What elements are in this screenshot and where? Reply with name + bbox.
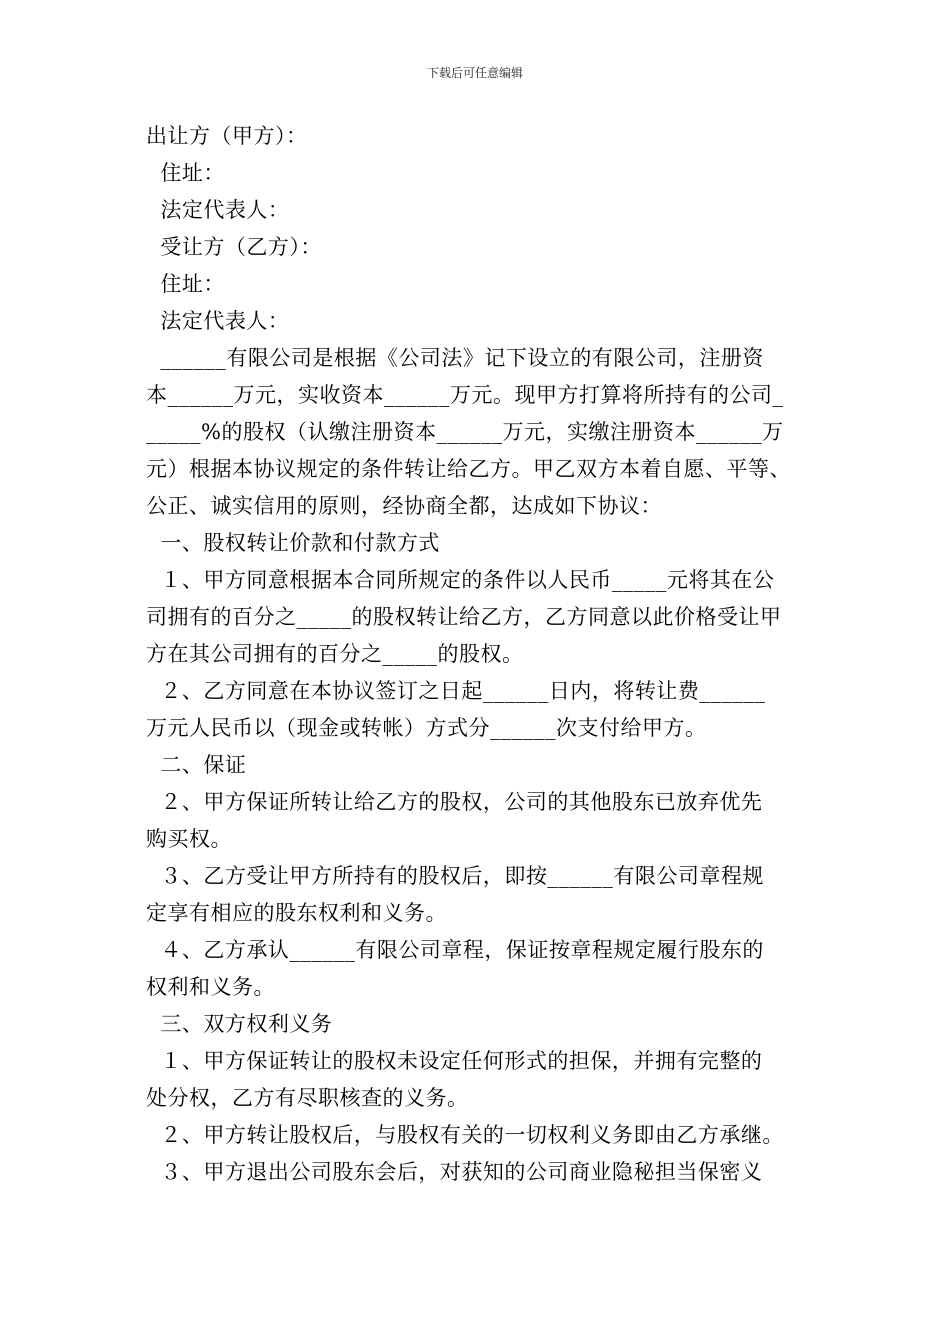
clause-line: ４、乙方承认______有限公司章程，保证按章程规定履行股东的	[146, 938, 764, 962]
clause-line: ２、乙方同意在本协议签订之日起______日内，将转让费______	[146, 679, 766, 703]
section-heading-price-payment: 一、股权转让价款和付款方式	[146, 531, 440, 555]
clause-line: ２、甲方转让股权后，与股权有关的一切权利义务即由乙方承继。	[146, 1123, 784, 1147]
clause-line: 定享有相应的股东权利和义务。	[146, 901, 447, 925]
clause-line: ２、甲方保证所转让给乙方的股权，公司的其他股东已放弃优先	[146, 790, 763, 814]
clause-line: 购买权。	[146, 827, 232, 851]
intro-paragraph-line: 公正、诚实信用的原则，经协商全都，达成如下协议：	[146, 494, 662, 518]
contract-body	[146, 118, 818, 1191]
intro-paragraph-line: 元）根据本协议规定的条件转让给乙方。甲乙双方本着自愿、平等、	[146, 457, 791, 481]
clause-line: ３、乙方受让甲方所持有的股权后，即按______有限公司章程规	[146, 864, 764, 888]
clause-line: 方在其公司拥有的百分之_____的股权。	[146, 642, 524, 666]
intro-paragraph-line: ______有限公司是根据《公司法》记下设立的有限公司，注册资	[146, 346, 764, 370]
section-heading-rights-obligations: 三、双方权利义务	[146, 1012, 333, 1036]
clause-line: ３、甲方退出公司股东会后，对获知的公司商业隐秘担当保密义	[146, 1160, 763, 1184]
party-b-label: 受让方（乙方）：	[146, 235, 322, 259]
party-a-address: 住址：	[146, 161, 225, 185]
clause-line: １、甲方同意根据本合同所规定的条件以人民币_____元将其在公	[146, 568, 775, 592]
party-b-representative: 法定代表人：	[146, 309, 290, 333]
page-header-note: 下载后可任意编辑	[426, 66, 523, 80]
section-heading-guarantee: 二、保证	[146, 753, 247, 777]
intro-paragraph-line: _____%的股权（认缴注册资本______万元，实缴注册资本______万	[146, 420, 784, 444]
clause-line: 权利和义务。	[146, 975, 275, 999]
clause-line: 处分权，乙方有尽职核查的义务。	[146, 1086, 469, 1110]
clause-line: 万元人民币以（现金或转帐）方式分______次支付给甲方。	[146, 716, 707, 740]
clause-line: 司拥有的百分之_____的股权转让给乙方，乙方同意以此价格受让甲	[146, 605, 782, 629]
intro-paragraph-line: 本______万元，实收资本______万元。现甲方打算将所持有的公司_	[146, 383, 784, 407]
party-a-representative: 法定代表人：	[146, 198, 290, 222]
party-b-address: 住址：	[146, 272, 225, 296]
party-a-label: 出让方（甲方）：	[146, 124, 308, 148]
clause-line: １、甲方保证转让的股权未设定任何形式的担保，并拥有完整的	[146, 1049, 763, 1073]
